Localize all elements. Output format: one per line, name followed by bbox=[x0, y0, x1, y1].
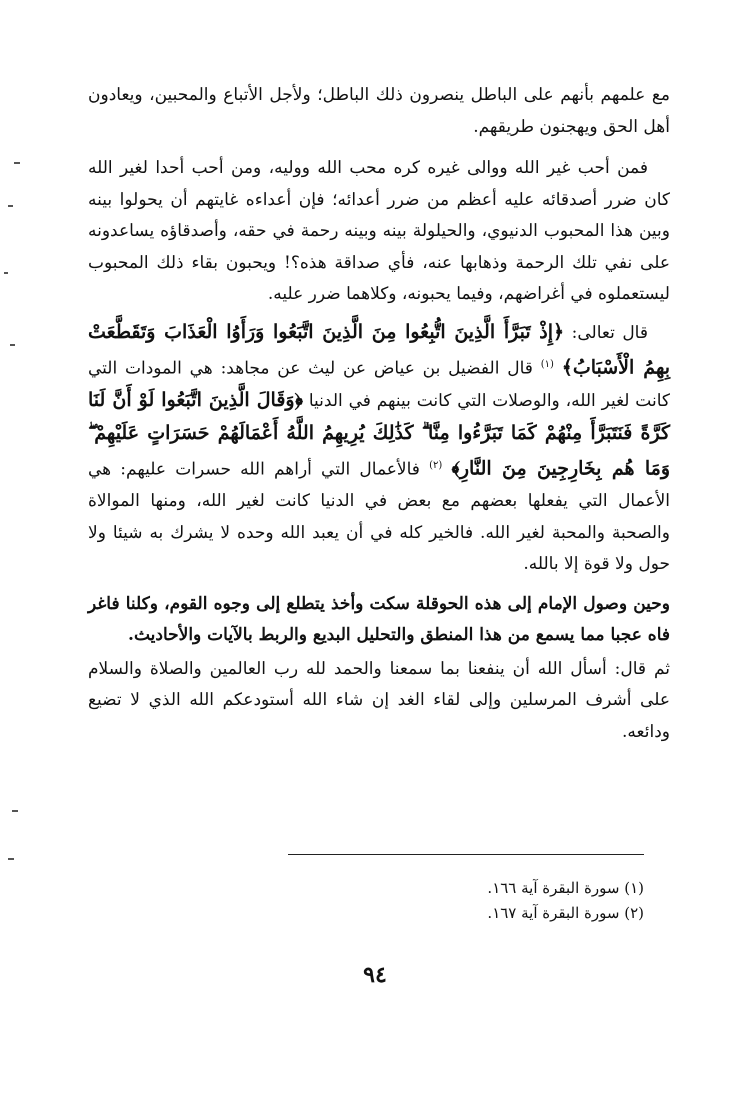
page-number: ٩٤ bbox=[363, 962, 387, 988]
paragraph-4: وحين وصول الإمام إلى هذه الحوقلة سكت وأخذ يتطلع إلى وجوه القوم، وكلنا فاغر فاه عجبا مما يسمع من هذا المنطق والتحليل البديع والربط بالآيات والأحاديث. bbox=[88, 593, 670, 646]
margin-mark bbox=[14, 162, 20, 164]
footnotes bbox=[300, 876, 644, 926]
footnote-ref-1: (١) bbox=[540, 359, 554, 370]
margin-mark bbox=[12, 810, 18, 812]
paragraph-3 bbox=[88, 317, 670, 581]
body-text bbox=[88, 80, 670, 748]
paragraph-1: مع علمهم بأنهم على الباطل ينصرون ذلك الباطل؛ ولأجل الأتباع والمحبين، ويعادون أهل الحق ويهجنون طريقهم. bbox=[88, 85, 670, 137]
tafsir-text: قال الفضيل بن عياض عن ليث عن مجاهد: هي المودات التي كانت لغير الله، والوصلات التي كانت بينهم في الدنيا bbox=[88, 358, 670, 412]
margin-mark bbox=[10, 344, 15, 346]
footnote-2: (٢) سورة البقرة آية ١٦٧. bbox=[487, 904, 644, 922]
quran-verse-1: ﴿إِذْ تَبَرَّأَ الَّذِينَ اتُّبِعُوا مِنَ الَّذِينَ اتَّبَعُوا وَرَأَوُا الْعَذَابَ وَتَقَطَّعَتْ بِهِمُ الْأَسْبَابُ﴾ bbox=[88, 320, 670, 379]
margin-mark bbox=[4, 272, 8, 274]
margin-mark bbox=[8, 858, 14, 860]
paragraph-2: فمن أحب غير الله ووالى غيره كره محب الله ووليه، ومن أحب أحدا لغير الله كان ضرر أصدقائه عليه أعظم من ضرر أعدائه؛ فإن أعداءه غايتهم أن يحولوا بينه وبين هذا المحبوب الدنيوي، والحيلولة بينه وبينه رحمة في حقه، وأصدقاؤه يساعدونه على نفي تلك الرحمة وذهابها عنه، فأي صداقة هذه؟! ويحبون بقاء ذلك المحبوب ليستعملوه في أغراضهم، وفيما يحبونه، وكلاهما ضرر عليه. bbox=[88, 158, 670, 304]
quran-verse-2: ﴿وَقَالَ الَّذِينَ اتَّبَعُوا لَوْ أَنَّ لَنَا كَرَّةً فَنَتَبَرَّأَ مِنْهُمْ كَمَا تَبَرَّءُوا مِنَّا ۗ كَذَٰلِكَ يُرِيهِمُ اللَّهُ أَعْمَالَهُمْ حَسَرَاتٍ عَلَيْهِمْ ۖ وَمَا هُم بِخَارِجِينَ مِنَ النَّارِ﴾ bbox=[88, 389, 671, 480]
verse-intro: قال تعالى: bbox=[571, 322, 648, 343]
footnote-divider bbox=[288, 854, 644, 855]
margin-mark bbox=[8, 205, 13, 207]
footnote-ref-2: (٢) bbox=[429, 460, 443, 472]
footnote-1: (١) سورة البقرة آية ١٦٦. bbox=[487, 879, 644, 897]
paragraph-5: ثم قال: أسأل الله أن ينفعنا بما سمعنا والحمد لله رب العالمين والصلاة والسلام على أشرف المرسلين وإلى لقاء الغد إن شاء الله أستودعكم الله الذي لا تضيع ودائعه. bbox=[88, 658, 670, 742]
conclusion-text: فالأعمال التي أراهم الله حسرات عليهم: هي الأعمال التي يفعلها بعضهم مع بعض في الدنيا كانت لغير الله، ومنها الموالاة والصحبة والمحبة لغير الله. فالخير كله في أن يعبد الله وحده لا يشرك به شيئا ولا حول ولا قوة إلا بالله. bbox=[88, 459, 670, 575]
